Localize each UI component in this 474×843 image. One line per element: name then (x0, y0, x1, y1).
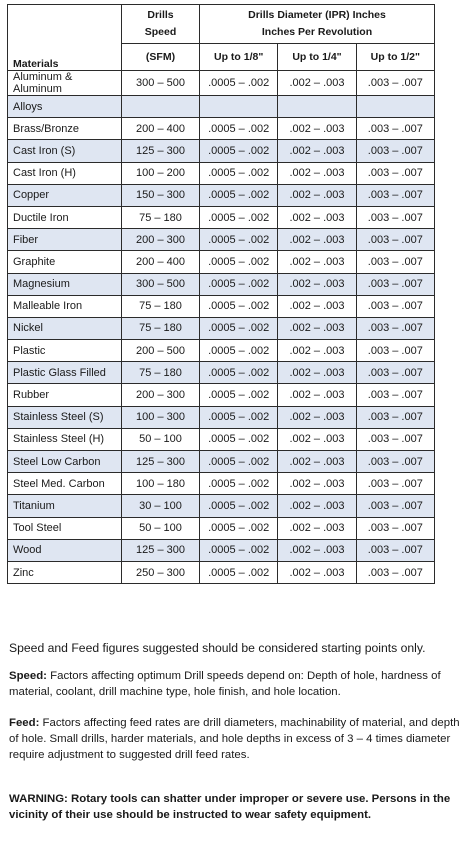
table-row (8, 96, 435, 118)
cell-speed: 300 – 500 (122, 273, 200, 295)
table-row (8, 118, 435, 140)
table-row (8, 495, 435, 517)
cell-speed: 250 – 300 (122, 561, 200, 583)
cell-material: Ductile Iron (8, 206, 122, 228)
cell-diameter-1-2: .003 – .007 (356, 406, 434, 428)
cell-diameter-1-2: .003 – .007 (356, 317, 434, 339)
cell-diameter-1-8: .0005 – .002 (200, 362, 278, 384)
header-drills-speed-line2: Speed (144, 26, 177, 38)
cell-diameter-1-8: .0005 – .002 (200, 384, 278, 406)
header-drills-diameter (200, 5, 435, 44)
cell-material: Magnesium (8, 273, 122, 295)
cell-diameter-1-4: .002 – .003 (278, 473, 356, 495)
cell-speed: 125 – 300 (122, 451, 200, 473)
header-diameter-line1: Drills Diameter (IPR) Inches (248, 9, 386, 21)
cell-diameter-1-2: .003 – .007 (356, 206, 434, 228)
cell-diameter-1-8: .0005 – .002 (200, 71, 278, 96)
cell-speed: 100 – 200 (122, 162, 200, 184)
cell-speed: 200 – 400 (122, 118, 200, 140)
cell-diameter-1-8: .0005 – .002 (200, 406, 278, 428)
header-sfm: (SFM) (122, 44, 200, 71)
cell-diameter-1-2: .003 – .007 (356, 428, 434, 450)
cell-speed: 50 – 100 (122, 428, 200, 450)
cell-speed: 50 – 100 (122, 517, 200, 539)
table-row (8, 295, 435, 317)
feed-text: Factors affecting feed rates are drill diameters, machinability of material, and depth of hole. Small drills, harder materials, and hole depths in excess of 3 – 4 times diameter require adjustment to suggested drill feed rates. (9, 717, 460, 761)
table-body (8, 71, 435, 584)
table-header-row (8, 5, 435, 44)
cell-speed: 200 – 300 (122, 384, 200, 406)
cell-speed (122, 96, 200, 118)
cell-diameter-1-4: .002 – .003 (278, 451, 356, 473)
cell-diameter-1-8: .0005 – .002 (200, 229, 278, 251)
notes-feed (9, 715, 467, 763)
feed-label: Feed: (9, 717, 40, 729)
cell-diameter-1-4: .002 – .003 (278, 273, 356, 295)
header-up-to-1-8: Up to 1/8" (200, 44, 278, 71)
table-row (8, 406, 435, 428)
cell-speed: 75 – 180 (122, 362, 200, 384)
table-row (8, 561, 435, 583)
cell-diameter-1-8: .0005 – .002 (200, 428, 278, 450)
cell-diameter-1-4: .002 – .003 (278, 206, 356, 228)
cell-diameter-1-2: .003 – .007 (356, 295, 434, 317)
cell-diameter-1-8: .0005 – .002 (200, 340, 278, 362)
cell-diameter-1-4: .002 – .003 (278, 517, 356, 539)
cell-diameter-1-8: .0005 – .002 (200, 140, 278, 162)
cell-diameter-1-4: .002 – .003 (278, 340, 356, 362)
warning-text: WARNING: Rotary tools can shatter under improper or severe use. Persons in the vicinity of their use should be instructed to wear safety equipment. (9, 793, 451, 821)
table-row (8, 340, 435, 362)
cell-diameter-1-2: .003 – .007 (356, 340, 434, 362)
table-row (8, 362, 435, 384)
cell-diameter-1-4: .002 – .003 (278, 140, 356, 162)
cell-diameter-1-8: .0005 – .002 (200, 451, 278, 473)
header-up-to-1-2: Up to 1/2" (356, 44, 434, 71)
table-row (8, 229, 435, 251)
cell-material: Alloys (8, 96, 122, 118)
cell-diameter-1-8: .0005 – .002 (200, 273, 278, 295)
cell-diameter-1-4: .002 – .003 (278, 295, 356, 317)
cell-diameter-1-8: .0005 – .002 (200, 118, 278, 140)
cell-diameter-1-2: .003 – .007 (356, 495, 434, 517)
cell-diameter-1-4 (278, 96, 356, 118)
table-row (8, 317, 435, 339)
cell-diameter-1-8: .0005 – .002 (200, 517, 278, 539)
notes-intro: Speed and Feed figures suggested should be considered starting points only. (9, 641, 426, 655)
table-row (8, 273, 435, 295)
cell-diameter-1-8: .0005 – .002 (200, 473, 278, 495)
cell-diameter-1-8: .0005 – .002 (200, 162, 278, 184)
cell-speed: 200 – 300 (122, 229, 200, 251)
cell-diameter-1-4: .002 – .003 (278, 229, 356, 251)
cell-diameter-1-4: .002 – .003 (278, 362, 356, 384)
cell-speed: 125 – 300 (122, 539, 200, 561)
header-materials: Materials (8, 5, 122, 71)
header-drills-speed-line1: Drills (147, 9, 174, 21)
cell-speed: 75 – 180 (122, 317, 200, 339)
cell-diameter-1-4: .002 – .003 (278, 495, 356, 517)
cell-diameter-1-2: .003 – .007 (356, 384, 434, 406)
cell-diameter-1-8: .0005 – .002 (200, 561, 278, 583)
cell-diameter-1-8: .0005 – .002 (200, 539, 278, 561)
cell-material: Nickel (8, 317, 122, 339)
cell-diameter-1-2: .003 – .007 (356, 517, 434, 539)
cell-material: Stainless Steel (S) (8, 406, 122, 428)
cell-speed: 75 – 180 (122, 295, 200, 317)
cell-diameter-1-2: .003 – .007 (356, 362, 434, 384)
table-row (8, 384, 435, 406)
cell-diameter-1-4: .002 – .003 (278, 428, 356, 450)
cell-diameter-1-2: .003 – .007 (356, 473, 434, 495)
cell-diameter-1-2: .003 – .007 (356, 451, 434, 473)
cell-diameter-1-8: .0005 – .002 (200, 317, 278, 339)
cell-material: Cast Iron (H) (8, 162, 122, 184)
speed-text: Factors affecting optimum Drill speeds depend on: Depth of hole, hardness of material, coolant, drill machine type, hole finish, and hole location. (9, 670, 441, 698)
cell-diameter-1-4: .002 – .003 (278, 384, 356, 406)
cell-diameter-1-2: .003 – .007 (356, 251, 434, 273)
cell-diameter-1-8: .0005 – .002 (200, 495, 278, 517)
cell-speed: 200 – 500 (122, 340, 200, 362)
table-row (8, 473, 435, 495)
table-row (8, 71, 435, 96)
cell-speed: 200 – 400 (122, 251, 200, 273)
notes-speed (9, 668, 467, 700)
cell-speed: 100 – 300 (122, 406, 200, 428)
cell-diameter-1-2: .003 – .007 (356, 140, 434, 162)
cell-diameter-1-8: .0005 – .002 (200, 206, 278, 228)
cell-material: Titanium (8, 495, 122, 517)
table-row (8, 140, 435, 162)
cell-material: Fiber (8, 229, 122, 251)
cell-diameter-1-4: .002 – .003 (278, 184, 356, 206)
cell-material: Rubber (8, 384, 122, 406)
cell-material: Plastic Glass Filled (8, 362, 122, 384)
cell-material: Steel Med. Carbon (8, 473, 122, 495)
cell-speed: 100 – 180 (122, 473, 200, 495)
speed-label: Speed: (9, 670, 47, 682)
table-row (8, 206, 435, 228)
drill-speed-table (7, 4, 435, 584)
cell-diameter-1-2: .003 – .007 (356, 273, 434, 295)
notes-section (9, 640, 467, 823)
cell-diameter-1-2: .003 – .007 (356, 229, 434, 251)
cell-diameter-1-4: .002 – .003 (278, 118, 356, 140)
cell-diameter-1-4: .002 – .003 (278, 539, 356, 561)
cell-diameter-1-4: .002 – .003 (278, 71, 356, 96)
cell-diameter-1-2: .003 – .007 (356, 118, 434, 140)
cell-material: Malleable Iron (8, 295, 122, 317)
cell-diameter-1-4: .002 – .003 (278, 406, 356, 428)
cell-diameter-1-8 (200, 96, 278, 118)
cell-diameter-1-2: .003 – .007 (356, 561, 434, 583)
table-row (8, 428, 435, 450)
header-diameter-line2: Inches Per Revolution (261, 26, 373, 38)
cell-diameter-1-2 (356, 96, 434, 118)
table-row (8, 517, 435, 539)
table-row (8, 251, 435, 273)
cell-diameter-1-4: .002 – .003 (278, 317, 356, 339)
table-row (8, 451, 435, 473)
cell-material: Aluminum & Aluminum (8, 71, 122, 96)
cell-speed: 75 – 180 (122, 206, 200, 228)
cell-diameter-1-2: .003 – .007 (356, 162, 434, 184)
cell-diameter-1-4: .002 – .003 (278, 561, 356, 583)
cell-diameter-1-2: .003 – .007 (356, 539, 434, 561)
cell-diameter-1-4: .002 – .003 (278, 162, 356, 184)
cell-speed: 125 – 300 (122, 140, 200, 162)
cell-material: Steel Low Carbon (8, 451, 122, 473)
cell-diameter-1-2: .003 – .007 (356, 71, 434, 96)
cell-material: Tool Steel (8, 517, 122, 539)
cell-speed: 150 – 300 (122, 184, 200, 206)
cell-material: Brass/Bronze (8, 118, 122, 140)
cell-material: Wood (8, 539, 122, 561)
cell-speed: 300 – 500 (122, 71, 200, 96)
header-drills-speed (122, 5, 200, 44)
header-up-to-1-4: Up to 1/4" (278, 44, 356, 71)
table-row (8, 162, 435, 184)
cell-material: Cast Iron (S) (8, 140, 122, 162)
cell-material: Copper (8, 184, 122, 206)
cell-material: Stainless Steel (H) (8, 428, 122, 450)
table-row (8, 539, 435, 561)
cell-diameter-1-4: .002 – .003 (278, 251, 356, 273)
cell-material: Graphite (8, 251, 122, 273)
cell-material: Zinc (8, 561, 122, 583)
cell-material: Plastic (8, 340, 122, 362)
cell-diameter-1-2: .003 – .007 (356, 184, 434, 206)
cell-diameter-1-8: .0005 – .002 (200, 251, 278, 273)
table-row (8, 184, 435, 206)
cell-speed: 30 – 100 (122, 495, 200, 517)
cell-diameter-1-8: .0005 – .002 (200, 295, 278, 317)
cell-diameter-1-8: .0005 – .002 (200, 184, 278, 206)
